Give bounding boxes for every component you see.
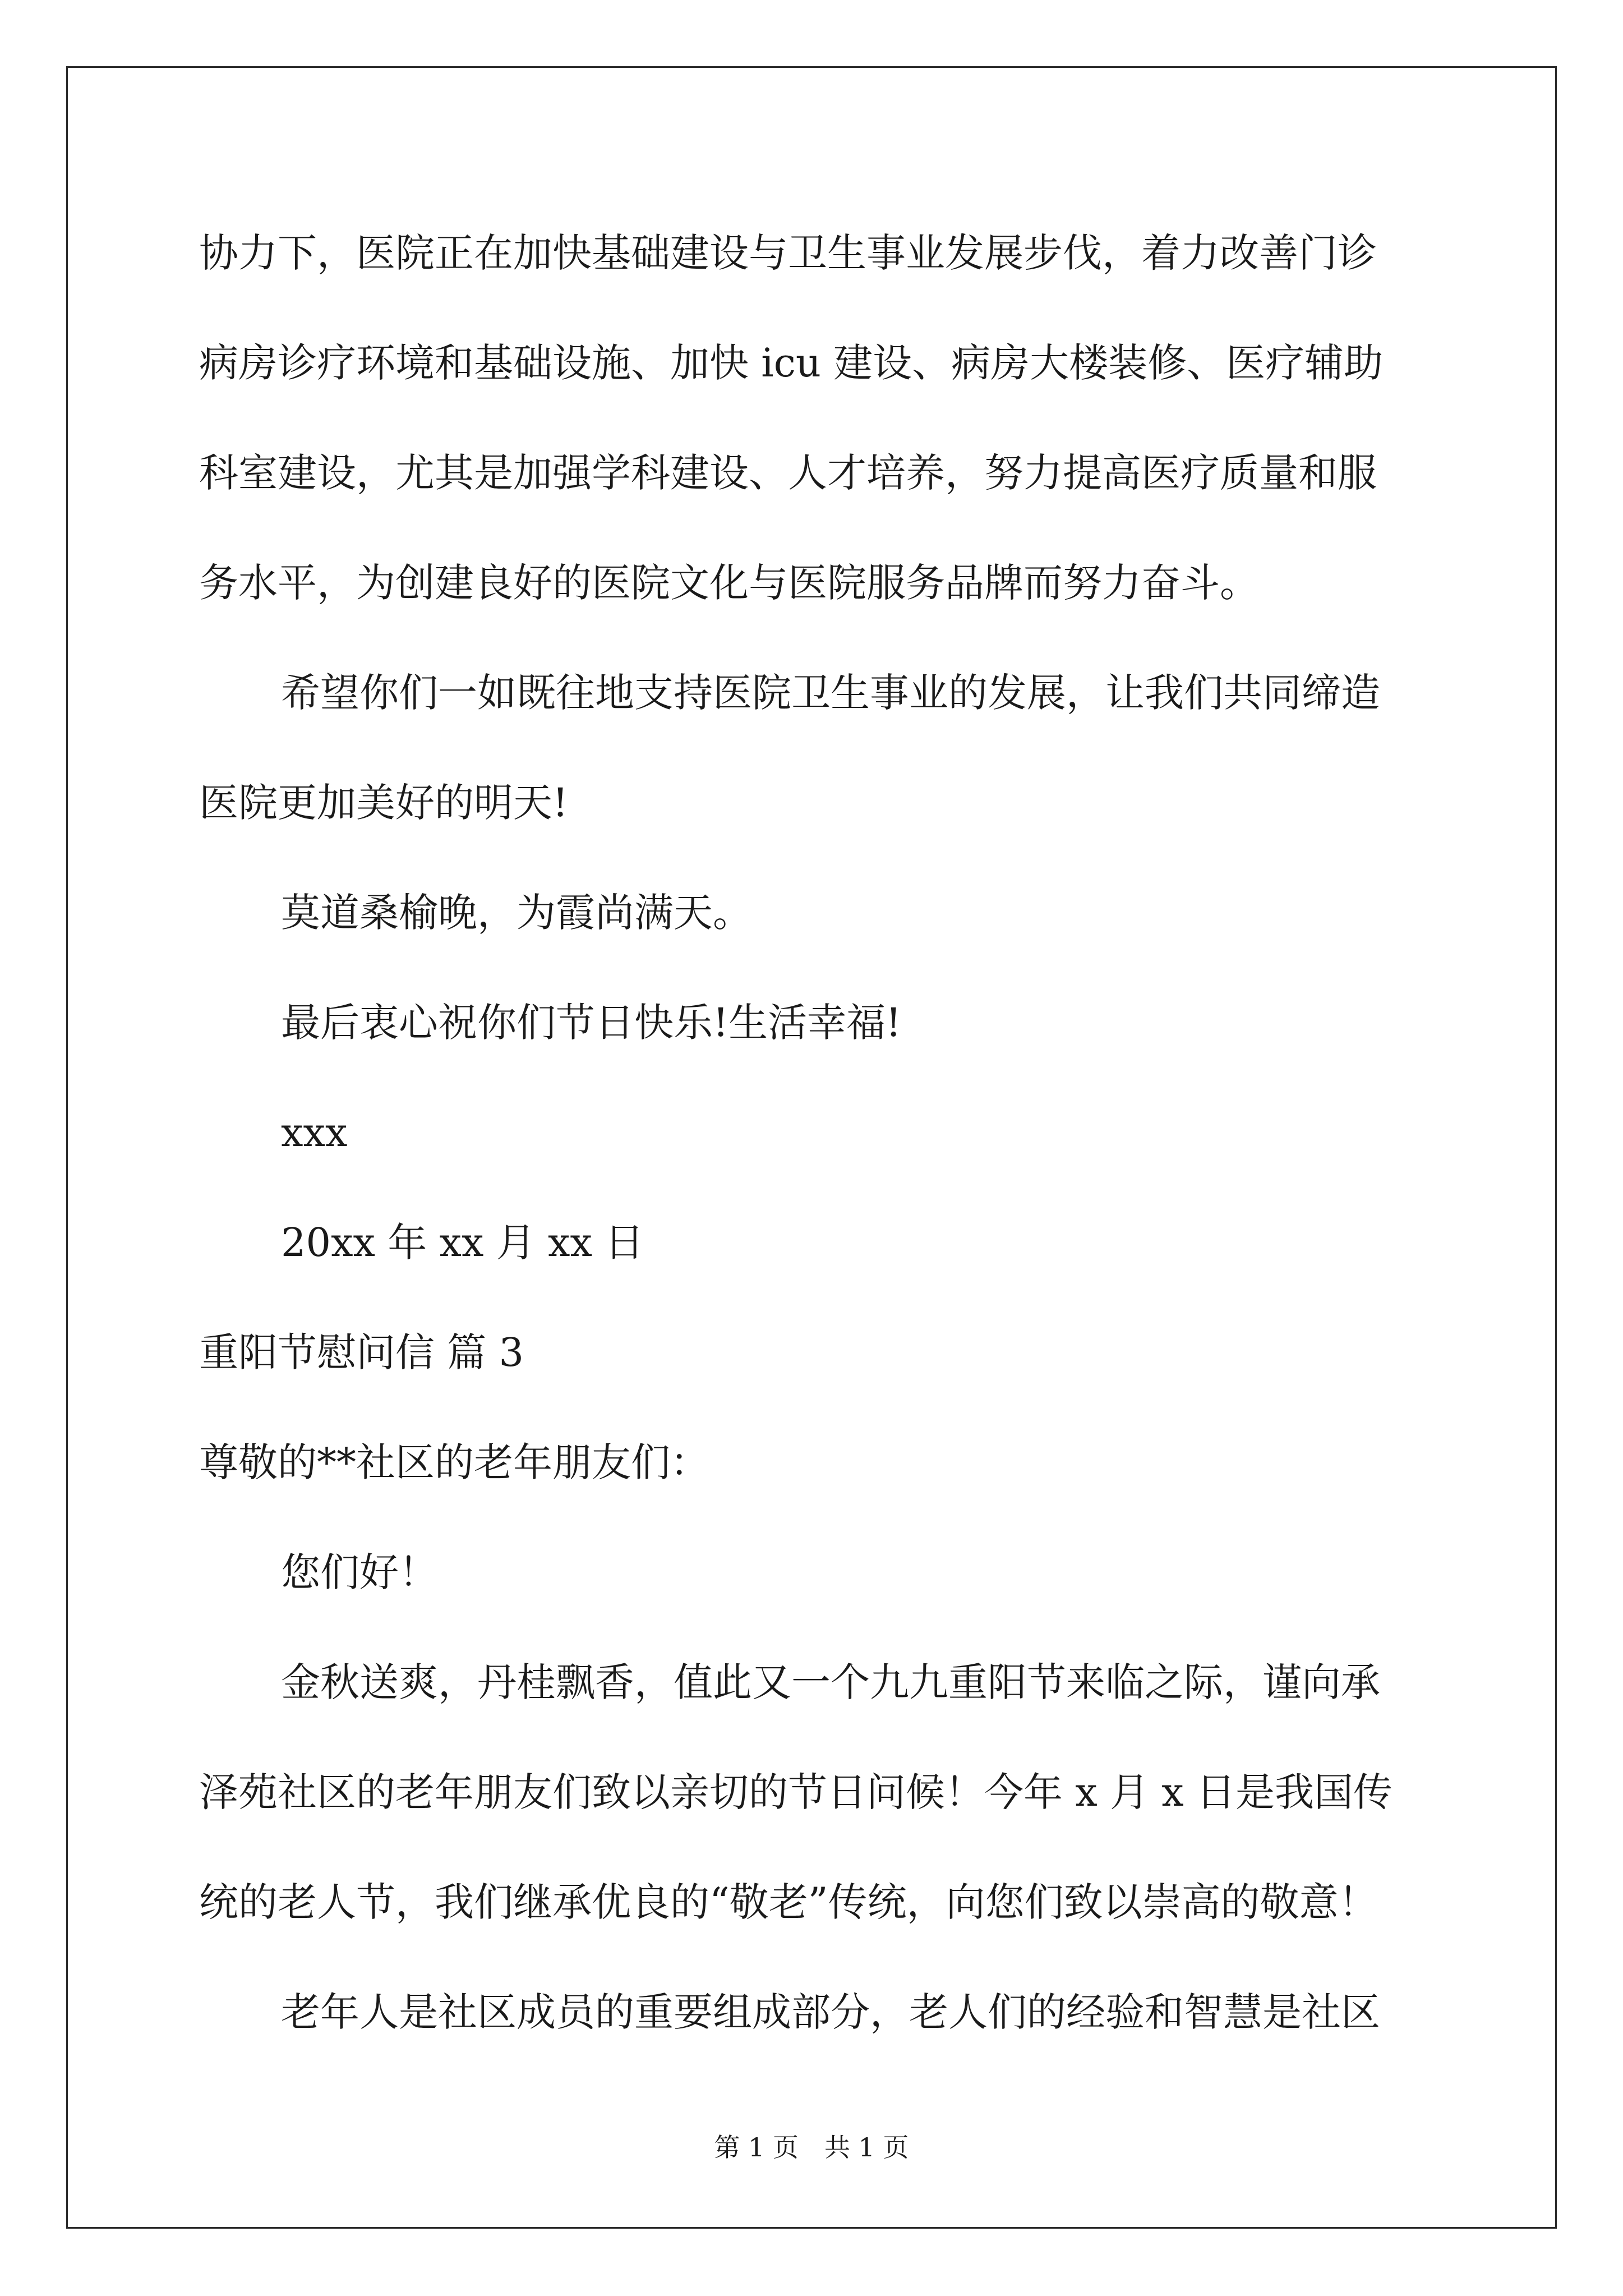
- text-line-2: 病房诊疗环境和基础设施、加快 icu 建设、病房大楼装修、医疗辅助: [199, 340, 1384, 386]
- signature-name: xxx: [281, 1110, 348, 1156]
- greeting: 您们好！: [281, 1549, 438, 1595]
- text-line-8: 最后衷心祝你们节日快乐!生活幸福!: [281, 1000, 902, 1046]
- page-number: 第 1 页: [714, 2132, 799, 2162]
- page-footer: [0, 2131, 1623, 2164]
- signature-date: 20xx 年 xx 月 xx 日: [281, 1220, 644, 1266]
- section-heading: 重阳节慰问信 篇 3: [199, 1329, 524, 1375]
- salutation: 尊敬的**社区的老年朋友们：: [199, 1439, 709, 1485]
- text-line-15: 泽苑社区的老年朋友们致以亲切的节日问候！今年 x 月 x 日是我国传: [199, 1769, 1393, 1815]
- text-line-4: 务水平，为创建良好的医院文化与医院服务品牌而努力奋斗。: [199, 560, 1259, 606]
- text-line-16: 统的老人节，我们继承优良的“敬老”传统，向您们致以崇高的敬意！: [199, 1879, 1378, 1925]
- text-line-6: 医院更加美好的明天!: [199, 780, 569, 826]
- page-total: 共 1 页: [824, 2132, 909, 2162]
- text-line-1: 协力下，医院正在加快基础建设与卫生事业发展步伐，着力改善门诊: [199, 230, 1377, 276]
- text-line-7: 莫道桑榆晚，为霞尚满天。: [281, 890, 752, 936]
- text-line-5: 希望你们一如既往地支持医院卫生事业的发展，让我们共同缔造: [281, 670, 1380, 716]
- text-line-14: 金秋送爽，丹桂飘香，值此又一个九九重阳节来临之际，谨向承: [281, 1659, 1380, 1705]
- document-body: [199, 220, 1431, 2089]
- text-line-3: 科室建设，尤其是加强学科建设、人才培养，努力提高医疗质量和服: [199, 450, 1377, 496]
- text-line-17: 老年人是社区成员的重要组成部分，老人们的经验和智慧是社区: [281, 1989, 1380, 2035]
